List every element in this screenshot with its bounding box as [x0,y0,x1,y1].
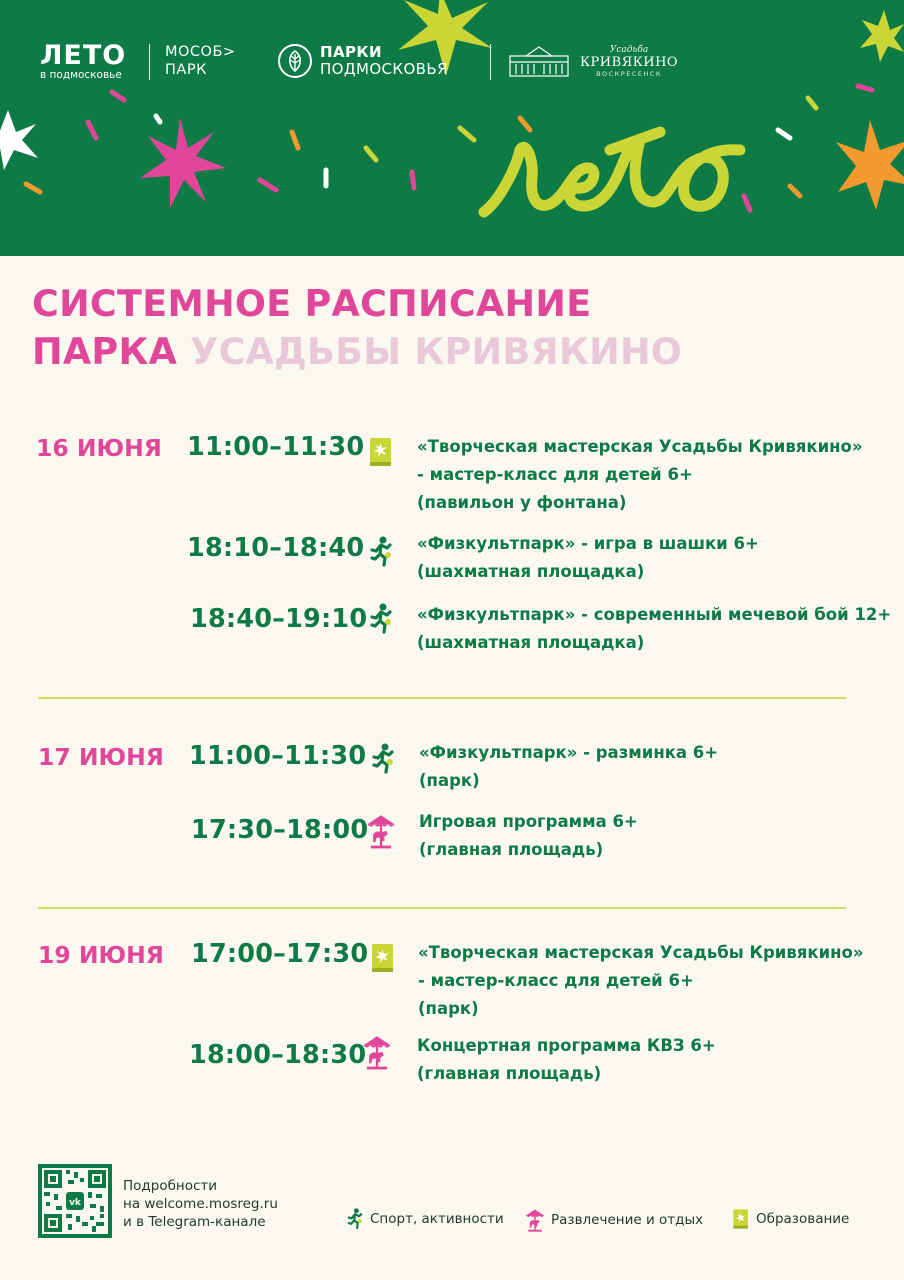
mosobpark-line2: ПАРК [165,62,207,78]
event-description [417,1032,716,1088]
title-line2-part1: ПАРКА [32,330,178,373]
event-time: 11:00–11:30 [189,741,367,771]
page-title [32,280,682,376]
mosobpark-logo [165,43,236,79]
event-title: Концертная программа КВЗ 6+ [417,1036,716,1055]
event-time: 17:00–17:30 [191,939,369,969]
event-time: 11:00–11:30 [187,432,365,462]
event-time: 18:10–18:40 [187,533,365,563]
event-description [418,939,864,1023]
legend-fun-label: Развлечение и отдых [551,1212,704,1228]
footer-info [123,1177,278,1231]
title-line2-part2: УСАДЬБЫ КРИВЯКИНО [190,330,683,373]
date-label: 17 ИЮНЯ [38,743,164,771]
parki-podmoskovya-logo [278,44,448,78]
logo-separator [149,44,150,80]
title-line2 [32,328,682,376]
leto-logo-title: ЛЕТО [40,40,127,71]
footer-info-line2[interactable]: на welcome.mosreg.ru [123,1196,278,1212]
runner-icon [368,536,394,568]
event-location: (шахматная площадка) [417,562,645,581]
confetti-decoration [0,0,904,256]
leto-lettering-icon [484,132,740,212]
krivyakino-city: ВОСКРЕСЕНСК [596,69,663,78]
event-title: Игровая программа 6+ [419,812,638,831]
legend-sport-label: Спорт, активности [370,1211,504,1227]
event-title: «Физкультпарк» - современный мечевой бой 12+ [417,605,892,624]
manor-house-icon [508,44,570,78]
pink-star-icon [140,118,226,208]
krivyakino-name: КРИВЯКИНО [580,54,679,70]
day-divider [38,697,846,699]
parki-line2: ПОДМОСКОВЬЯ [320,60,448,78]
event-title: «Физкультпарк» - игра в шашки 6+ [417,534,759,553]
krivyakino-logo [508,44,678,78]
mosobpark-line1: МОСОБ> [165,44,236,60]
runner-icon [370,743,396,775]
event-location: (шахматная площадка) [417,633,645,652]
date-label: 16 ИЮНЯ [36,434,162,462]
book-icon [368,436,394,468]
book-icon [370,942,396,974]
leto-logo-subtitle: в подмосковье [40,69,122,81]
legend-sport [346,1208,504,1230]
legend-edu-label: Образование [756,1211,850,1227]
logo-separator [490,44,491,80]
event-location: (главная площадь) [419,840,604,859]
carousel-icon [366,813,396,849]
runner-icon [346,1208,364,1230]
event-time: 17:30–18:00 [191,815,369,845]
header-banner [0,0,904,256]
carousel-icon [525,1208,545,1232]
event-description [417,433,863,517]
event-location: (главная площадь) [417,1064,602,1083]
leaf-icon [278,44,312,78]
event-title: «Творческая мастерская Усадьбы Кривякино» [418,943,864,962]
footer-info-line1: Подробности [123,1178,218,1194]
day-divider [38,907,846,909]
qr-code[interactable] [38,1164,112,1238]
event-location: (парк) [419,771,480,790]
event-detail: - мастер-класс для детей 6+ [418,971,694,990]
event-time: 18:00–18:30 [189,1040,367,1070]
event-title: «Творческая мастерская Усадьбы Кривякино» [417,437,863,456]
book-icon [732,1208,750,1230]
runner-icon [368,603,394,635]
svg-text:vk: vk [69,1198,81,1208]
event-time: 18:40–19:10 [190,604,368,634]
leto-logo [40,42,126,82]
event-location: (парк) [418,999,479,1018]
event-description [419,808,638,864]
orange-star-icon [836,120,904,210]
event-description [417,601,891,657]
krivyakino-script: Усадьба [609,44,649,55]
carousel-icon [362,1034,392,1070]
event-description [417,530,759,586]
title-line1: СИСТЕМНОЕ РАСПИСАНИЕ [32,282,592,325]
event-description [419,739,718,795]
parki-line1: ПАРКИ [320,43,382,61]
white-star-icon [0,110,38,170]
event-detail: - мастер-класс для детей 6+ [417,465,693,484]
event-title: «Физкультпарк» - разминка 6+ [419,743,719,762]
event-location: (павильон у фонтана) [417,493,627,512]
legend-edu [732,1208,849,1230]
footer-info-line3: и в Telegram-канале [123,1214,266,1230]
date-label: 19 ИЮНЯ [38,941,164,969]
legend-fun [525,1208,703,1232]
